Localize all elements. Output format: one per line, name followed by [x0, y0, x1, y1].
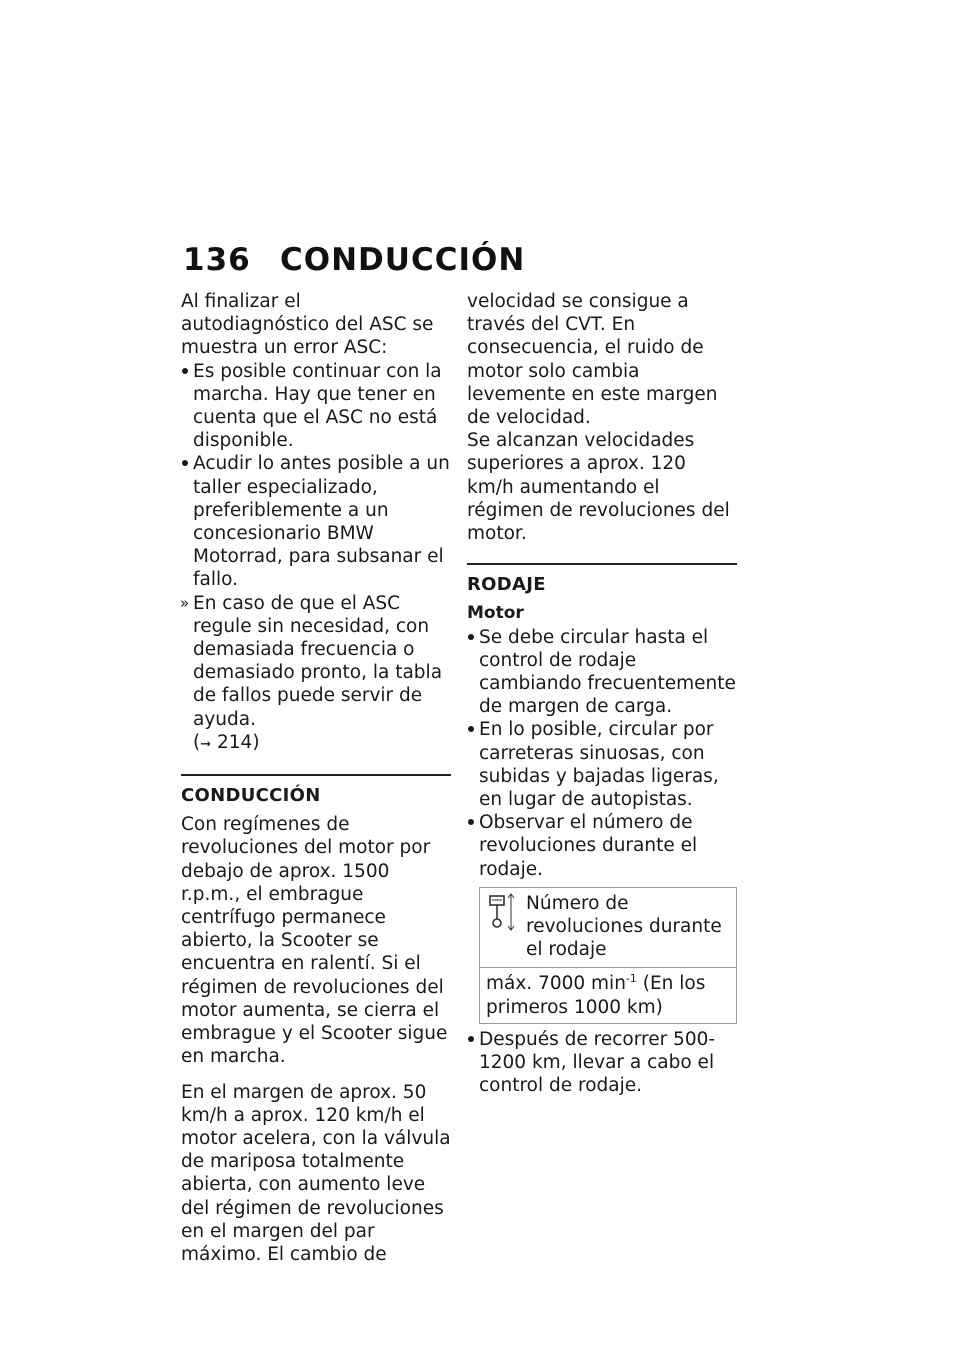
spec-value-prefix: máx. 7000 min — [486, 973, 626, 995]
page-number: 136 — [183, 242, 251, 278]
engine-piston-icon — [486, 892, 526, 962]
page-reference-arrow-icon: ➞ — [200, 736, 212, 752]
spec-heading: Número de revoluciones durante el rodaje — [526, 892, 722, 961]
spec-value — [480, 968, 736, 1022]
section-title: CONDUCCIÓN — [181, 785, 321, 807]
list-item: Acudir lo antes posible a un taller especializado, preferiblemente a un concesionario BMW Motorrad, para subsanar el fallo. — [181, 452, 451, 591]
list-item: Se debe circular hasta el control de rodaje cambiando frecuentemente de margen de carga. — [467, 626, 737, 719]
action-arrow-icon: » — [180, 593, 190, 612]
asc-bullet-list — [181, 360, 451, 592]
cross-reference[interactable] — [181, 731, 451, 756]
action-text: En caso de que el ASC regule sin necesidad, con demasiada frecuencia o demasiado pronto, la tabla de fallos puede servir de ayuda. — [193, 592, 443, 730]
list-item: En lo posible, circular por carreteras sinuosas, con subidas y bajadas ligeras, en lugar de autopistas. — [467, 718, 737, 811]
xref-open: ( — [193, 731, 201, 753]
spec-value-exponent: -1 — [625, 972, 637, 986]
section-title: RODAJE — [467, 574, 546, 596]
rodaje-final-list — [467, 1028, 737, 1098]
list-item: Es posible continuar con la marcha. Hay que tener en cuenta que el ASC no está disponible. — [181, 360, 451, 453]
intro-paragraph: Al finalizar el autodiagnóstico del ASC se muestra un error ASC: — [181, 291, 434, 359]
action-item — [181, 592, 451, 731]
spec-table — [479, 887, 737, 1024]
action-list — [181, 592, 451, 731]
body-paragraph: velocidad se consigue a través del CVT. En consecuencia, el ruido de motor solo cambia levemente en este margen de velocidad. — [467, 291, 718, 429]
page-title: CONDUCCIÓN — [280, 242, 526, 278]
list-item: Observar el número de revoluciones durante el rodaje. — [467, 811, 737, 881]
spec-value-suffix: (En los primeros 1000 km) — [486, 973, 706, 1018]
page-header — [183, 242, 525, 278]
body-paragraph: Con regímenes de revoluciones del motor por debajo de aprox. 1500 r.p.m., el embrague centrífugo permanece abierto, la Scooter se encuentra en ralentí. Si el régimen de revoluciones del motor aumenta, se cierra el embrague y el Scooter sigue en marcha. — [181, 814, 448, 1068]
section-conduccion — [181, 774, 451, 807]
body-paragraph: En el margen de aprox. 50 km/h a aprox. 120 km/h el motor acelera, con la válvula de mariposa totalmente abierta, con aumento leve del régimen de revoluciones en el margen del par máximo. El cambio de — [181, 1081, 451, 1265]
right-column — [467, 290, 737, 1098]
subsection-title: Motor — [467, 603, 524, 624]
left-column — [181, 290, 451, 1266]
rodaje-bullet-list — [467, 626, 737, 881]
spec-header — [480, 888, 736, 969]
xref-page: 214) — [217, 731, 260, 753]
body-paragraph: Se alcanzan velocidades superiores a aprox. 120 km/h aumentando el régimen de revoluciones del motor. — [467, 430, 730, 545]
list-item: Después de recorrer 500-1200 km, llevar a cabo el control de rodaje. — [467, 1028, 737, 1098]
section-rodaje — [467, 563, 737, 596]
